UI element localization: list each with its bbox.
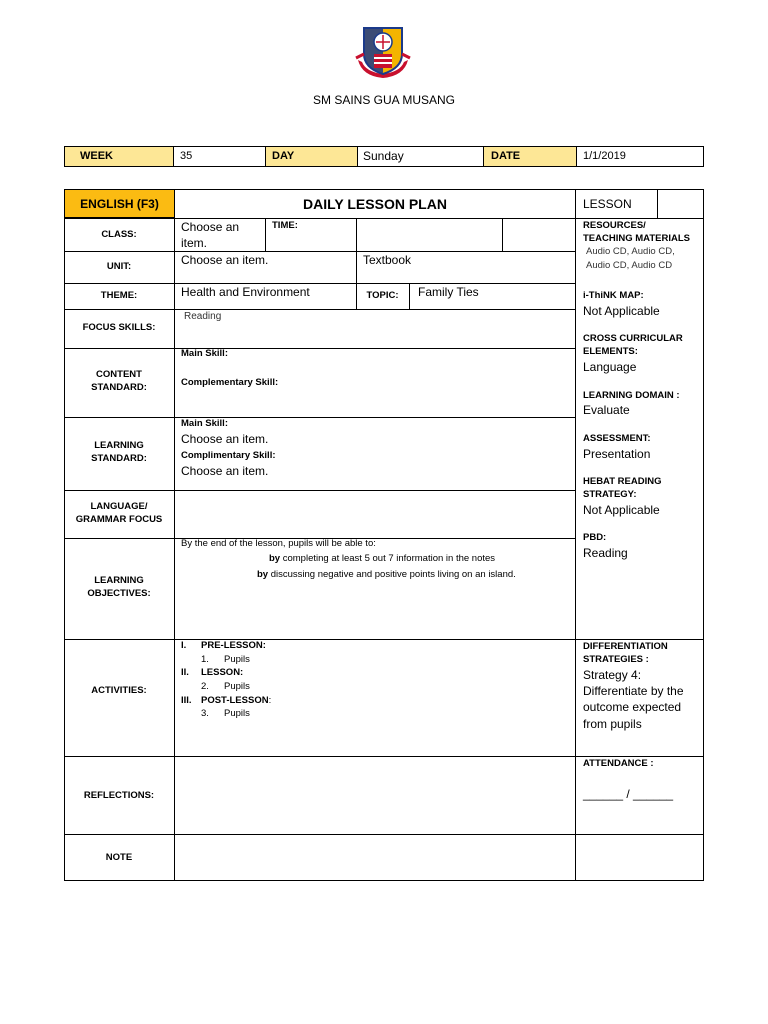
- class-label: CLASS:: [101, 229, 137, 240]
- activity-3-title: POST-LESSON:: [201, 695, 272, 706]
- theme-label: THEME:: [100, 290, 138, 301]
- cross-curricular-label-1: CROSS CURRICULAR: [583, 333, 683, 344]
- hebat-value[interactable]: Not Applicable: [583, 503, 660, 517]
- language-grammar-label-2: GRAMMAR FOCUS: [75, 514, 163, 525]
- objective-1: by completing at least 5 out 7 information in the notes: [269, 553, 496, 564]
- content-standard-label-1: CONTENT: [96, 369, 142, 380]
- week-value: 35: [180, 150, 193, 162]
- lesson-label: LESSON: [583, 197, 632, 211]
- ls-complimentary-skill-value[interactable]: Choose an item.: [181, 464, 269, 478]
- school-crest-logo: [354, 24, 412, 80]
- content-standard-label-2: STANDARD:: [91, 382, 147, 393]
- school-name: SM SAINS GUA MUSANG: [312, 93, 456, 107]
- attendance-value[interactable]: ______ / ______: [583, 787, 674, 801]
- learning-standard-label-2: STANDARD:: [91, 453, 147, 464]
- note-label: NOTE: [105, 852, 133, 863]
- theme-value[interactable]: Health and Environment: [181, 285, 310, 299]
- differentiation-line-4[interactable]: from pupils: [583, 717, 642, 731]
- hebat-label-1: HEBAT READING: [583, 476, 662, 487]
- resources-line-1[interactable]: Audio CD, Audio CD,: [586, 246, 675, 257]
- topic-label: TOPIC:: [366, 290, 399, 301]
- resources-label-1: RESOURCES/: [583, 220, 646, 231]
- subject-label: ENGLISH (F3): [80, 197, 159, 211]
- day-value: Sunday: [363, 149, 404, 163]
- differentiation-line-2[interactable]: Differentiate by the: [583, 684, 684, 698]
- hebat-label-2: STRATEGY:: [583, 489, 637, 500]
- language-grammar-label-1: LANGUAGE/: [90, 501, 148, 512]
- reflections-label: REFLECTIONS:: [83, 790, 155, 801]
- activity-3-item-num: 3.: [201, 708, 209, 719]
- activities-label: ACTIVITIES:: [91, 685, 147, 696]
- differentiation-line-3[interactable]: outcome expected: [583, 700, 682, 714]
- class-value-1[interactable]: Choose an: [181, 220, 240, 234]
- activity-1-item: Pupils: [224, 654, 250, 665]
- pbd-value[interactable]: Reading: [583, 546, 628, 560]
- plan-title: DAILY LESSON PLAN: [303, 196, 447, 212]
- ithink-value[interactable]: Not Applicable: [583, 304, 660, 318]
- topic-value[interactable]: Family Ties: [418, 285, 479, 299]
- activity-1-title: PRE-LESSON:: [201, 640, 266, 651]
- objectives-intro: By the end of the lesson, pupils will be able to:: [181, 538, 376, 549]
- unit-label: UNIT:: [106, 261, 132, 272]
- activity-2-title: LESSON:: [201, 667, 244, 678]
- ls-main-skill-value[interactable]: Choose an item.: [181, 432, 269, 446]
- activity-2-item-num: 2.: [201, 681, 209, 692]
- assessment-value[interactable]: Presentation: [583, 447, 651, 461]
- focus-skills-label: FOCUS SKILLS:: [82, 322, 156, 333]
- differentiation-label-1: DIFFERENTIATION: [583, 641, 668, 652]
- unit-value[interactable]: Choose an item.: [181, 253, 269, 267]
- ls-complimentary-skill: Complimentary Skill:: [181, 450, 276, 461]
- attendance-label: ATTENDANCE :: [583, 758, 654, 769]
- unit-textbook: Textbook: [363, 253, 412, 267]
- learning-domain-value[interactable]: Evaluate: [583, 403, 630, 417]
- objectives-label-2: OBJECTIVES:: [87, 588, 151, 599]
- date-value: 1/1/2019: [583, 150, 626, 162]
- content-complementary-skill: Complementary Skill:: [181, 377, 279, 388]
- activity-1-num: I.: [181, 640, 187, 651]
- focus-skills-value[interactable]: Reading: [184, 311, 222, 322]
- resources-line-2[interactable]: Audio CD, Audio CD: [586, 260, 673, 271]
- time-label: TIME:: [272, 220, 298, 231]
- learning-domain-label: LEARNING DOMAIN :: [583, 390, 680, 401]
- cross-curricular-value[interactable]: Language: [583, 360, 637, 374]
- ithink-label: i-ThiNK MAP:: [583, 290, 644, 301]
- date-label: DATE: [491, 150, 521, 162]
- pbd-label: PBD:: [583, 532, 607, 543]
- objectives-label-1: LEARNING: [94, 575, 144, 586]
- activity-3-item: Pupils: [224, 708, 250, 719]
- resources-label-2: TEACHING MATERIALS: [583, 233, 690, 244]
- activity-2-item: Pupils: [224, 681, 250, 692]
- differentiation-line-1[interactable]: Strategy 4:: [583, 668, 642, 682]
- differentiation-label-2: STRATEGIES :: [583, 654, 649, 665]
- content-main-skill: Main Skill:: [181, 348, 228, 359]
- activity-1-item-num: 1.: [201, 654, 209, 665]
- ls-main-skill: Main Skill:: [181, 418, 228, 429]
- class-value-2[interactable]: item.: [181, 236, 208, 250]
- week-label: WEEK: [80, 150, 113, 162]
- day-label: DAY: [272, 150, 295, 162]
- assessment-label: ASSESSMENT:: [583, 433, 651, 444]
- activity-3-num: III.: [181, 695, 192, 706]
- learning-standard-label-1: LEARNING: [94, 440, 144, 451]
- cross-curricular-label-2: ELEMENTS:: [583, 346, 638, 357]
- objective-2: by discussing negative and positive points living on an island.: [257, 569, 516, 580]
- activity-2-num: II.: [181, 667, 189, 678]
